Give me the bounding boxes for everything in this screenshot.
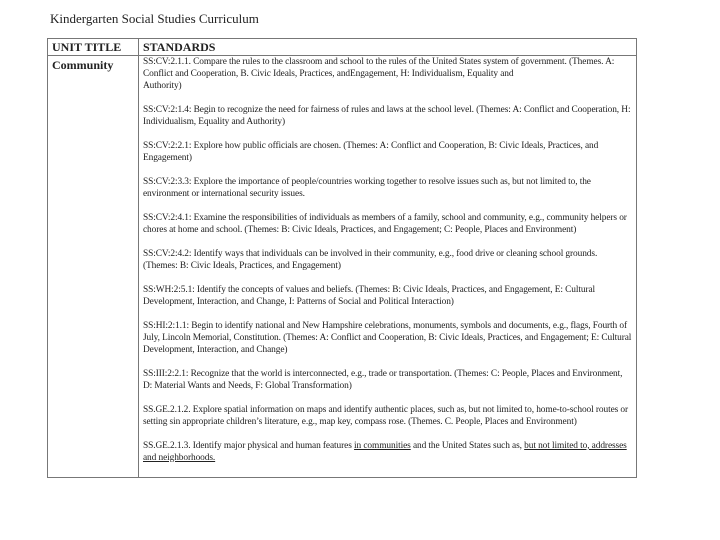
standard-item: SS.GE.2.1.2. Explore spatial information on maps and identify authentic places, such as, but not limited to, home-to-school routes or setting sin appropriate children’s literature, e.g., map key, compass rose. (Themes. C. People, Places and Environment) xyxy=(143,404,629,427)
unit-title-cell: Community xyxy=(48,56,139,478)
standard-text: Authority) xyxy=(143,80,182,91)
document-title: Kindergarten Social Studies Curriculum xyxy=(50,11,259,26)
standard-text: and the United States such as, xyxy=(410,440,525,451)
table-row xyxy=(48,56,637,478)
underlined-text: but not limited to, addresses and neighborhoods. xyxy=(143,440,627,463)
standard-text: SS.GE.2.1.3. Identify major physical and human features xyxy=(143,440,355,451)
underlined-text: in communities xyxy=(354,440,411,451)
standard-item: SS:CV:2:4.1: Examine the responsibilities of individuals as members of a family, school and community, e.g., community helpers or chores at home and school. (Themes: B: Civic Ideals, Practices, and Engagement; C: People, Places and Environment) xyxy=(143,212,627,235)
standard-text: SS:CV:2.1.1. Compare the rules to the classroom and school to the rules of the United States system of government. (Themes. A: Conflict and Cooperation, B. Civic Ideals, Practices, andEngagement, H: Individualism, Equality and xyxy=(143,57,615,79)
standard-item: SS:HI:2:1.1: Begin to identify national and New Hampshire celebrations, monuments, symbols and documents, e.g., flags, Fourth of July, Lincoln Memorial, Constitution. (Themes: A: Conflict and Cooperation, B: Civic Ideals, Practices, and Engagement; E: Cultural Development, Interaction, and Change) xyxy=(143,320,632,355)
standards-cell xyxy=(139,56,637,478)
standard-item: SS:CV:2:1.4: Begin to recognize the need for fairness of rules and laws at the school level. (Themes: A: Conflict and Cooperation, H: Individualism, Equality and Authority) xyxy=(143,104,631,127)
header-unit-title: UNIT TITLE xyxy=(48,39,139,56)
standard-item: SS:III:2:2.1: Recognize that the world is interconnected, e.g., trade or transportation. (Themes: C: People, Places and Environment, D: Material Wants and Needs, F: Global Transformation) xyxy=(143,368,623,391)
curriculum-table xyxy=(47,38,637,478)
table-header-row xyxy=(48,39,637,56)
standard-item xyxy=(143,57,632,93)
standard-item: SS:CV:2:2.1: Explore how public officials are chosen. (Themes: A: Conflict and Cooperation, B: Civic Ideals, Practices, and Engagement) xyxy=(143,140,599,163)
standard-item: SS:WH:2:5.1: Identify the concepts of values and beliefs. (Themes: B: Civic Ideals, Practices, and Engagement, E: Cultural Development, Interaction, and Change, I: Patterns of Social and Political Interaction) xyxy=(143,284,596,307)
standard-item: SS:CV:2:3.3: Explore the importance of people/countries working together to resolve issues such as, but not limited to, the environment or international security issues. xyxy=(143,176,591,199)
standard-item xyxy=(143,441,632,465)
standard-item: SS:CV:2:4.2: Identify ways that individuals can be involved in their community, e.g., food drive or cleaning school grounds. (Themes: B: Civic Ideals, Practices, and Engagement) xyxy=(143,248,598,271)
header-standards: STANDARDS xyxy=(139,39,637,56)
